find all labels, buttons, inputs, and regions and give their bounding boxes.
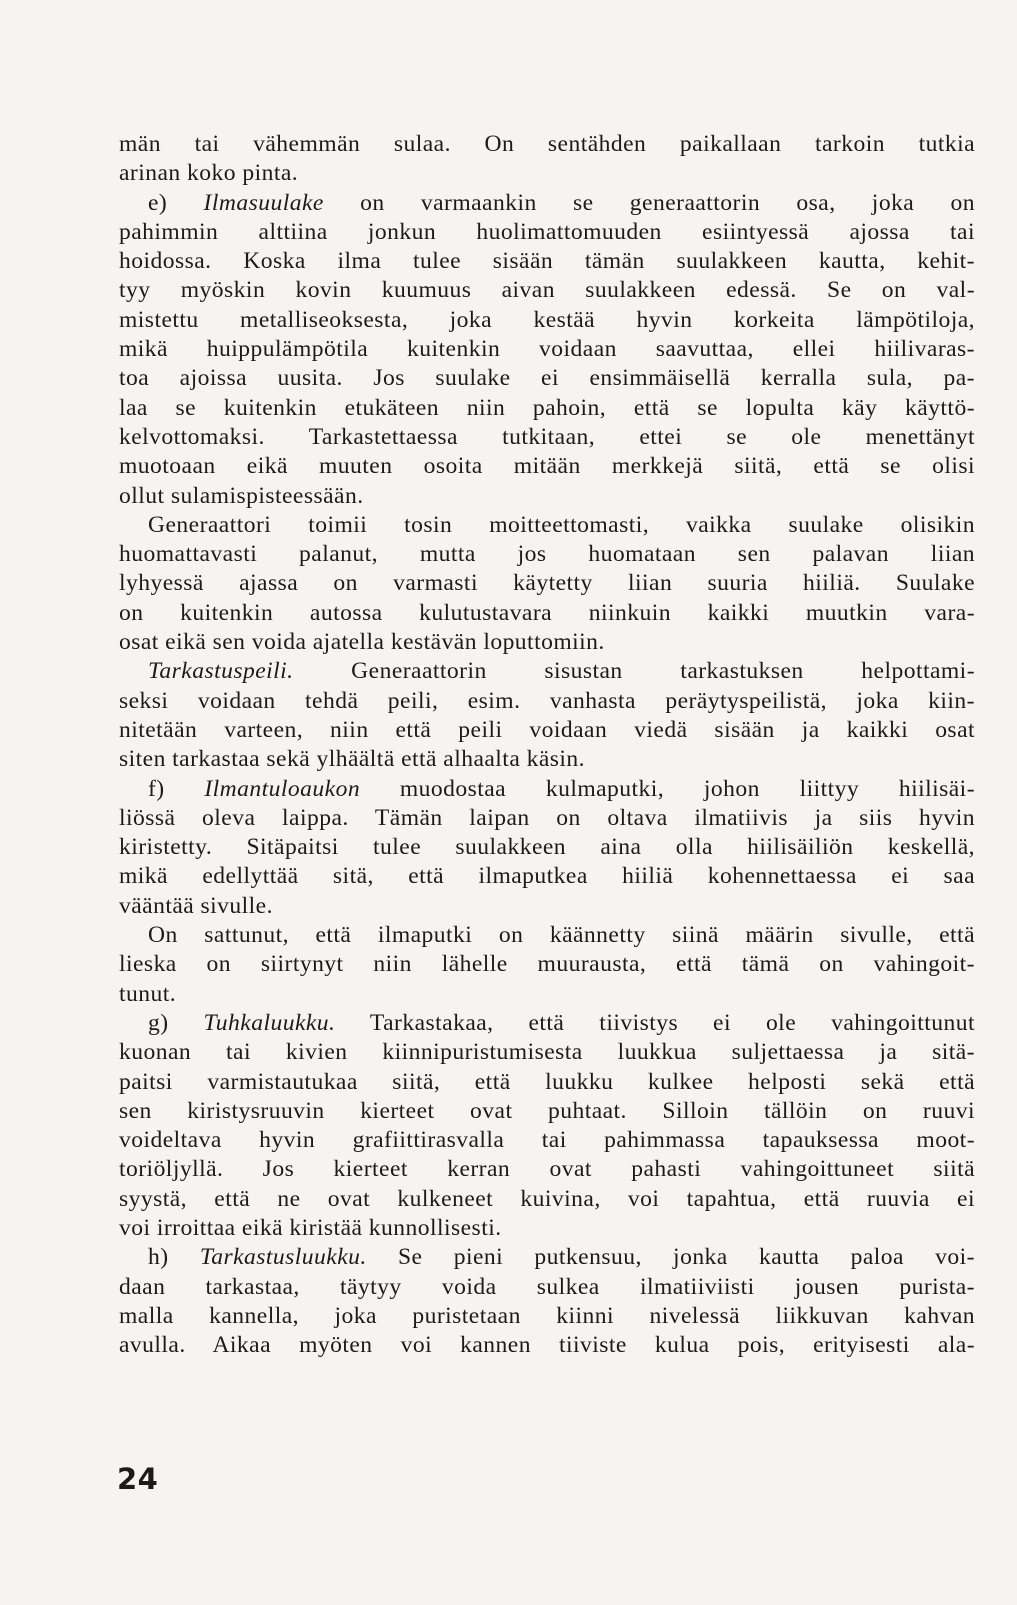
text-line-8: mikä huippulämpötila kuitenkin voidaan saavuttaa, ellei hiilivaras- (119, 336, 975, 363)
text-line-31: g) Tuhkaluukku. Tarkastakaa, että tiivistys ei ole vahingoittunut (148, 1009, 975, 1036)
text-line-13: ollut sulamispisteessään. (119, 482, 364, 509)
text-line-25: kiristetty. Sitäpaitsi tulee suulakkeen aina olla hiilisäiliön keskellä, (119, 834, 975, 861)
text-line-33: paitsi varmistautukaa siitä, että luukku kulkee helposti sekä että (119, 1068, 975, 1095)
text-line-27: vääntää sivulle. (119, 892, 273, 919)
text-line-3: e) Ilmasuulake on varmaankin se generaattorin osa, joka on (148, 189, 975, 216)
text-line-39: h) Tarkastusluukku. Se pieni putkensuu, jonka kautta paloa voi- (148, 1244, 975, 1271)
text-line-34: sen kiristysruuvin kierteet ovat puhtaat. Silloin tällöin on ruuvi (119, 1097, 975, 1124)
text-line-20: seksi voidaan tehdä peili, esim. vanhasta peräytyspeilistä, joka kiin- (119, 687, 975, 714)
text-line-18: osat eikä sen voida ajatella kestävän loputtomiin. (119, 629, 605, 656)
text-line-38: voi irroittaa eikä kiristää kunnollisesti. (119, 1214, 502, 1241)
heading-tarkastuspeili: Tarkastuspeili. (148, 658, 294, 685)
text-line-9: toa ajoissa uusita. Jos suulake ei ensimmäisellä kerralla sula, pa- (119, 365, 975, 392)
text-line-21: nitetään varteen, niin että peili voidaan viedä sisään ja kaikki osat (119, 716, 975, 743)
text-line-15: huomattavasti palanut, mutta jos huomataan sen palavan liian (119, 541, 975, 568)
text-line-4: pahimmin alttiina jonkun huolimattomuuden esiintyessä ajossa tai (119, 218, 975, 245)
text-line-17: on kuitenkin autossa kulutustavara niinkuin kaikki muutkin vara- (119, 599, 975, 626)
text-line-1: män tai vähemmän sulaa. On sentähden paikallaan tarkoin tutkia (119, 131, 975, 157)
text-line-6: tyy myöskin kovin kuumuus aivan suulakkeen edessä. Se on val- (119, 277, 975, 304)
text-line-32: kuonan tai kivien kiinnipuristumisesta luukkua suljettaessa ja sitä- (119, 1039, 975, 1066)
body-text (119, 130, 975, 1360)
text-line-42: avulla. Aikaa myöten voi kannen tiiviste kulua pois, erityisesti ala- (119, 1332, 975, 1359)
text-line-24: liössä oleva laippa. Tämän laipan on oltava ilmatiivis ja siis hyvin (119, 804, 975, 831)
text-line-35: voideltava hyvin grafiittirasvalla tai pahimmassa tapauksessa moot- (119, 1127, 975, 1154)
text-line-23: f) Ilmantuloaukon muodostaa kulmaputki, johon liittyy hiilisäi- (148, 775, 975, 802)
text-line-36: toriöljyllä. Jos kierteet kerran ovat pahasti vahingoittuneet siitä (119, 1156, 975, 1183)
heading-ilmantuloaukon: Ilmantuloaukon (204, 775, 361, 802)
text-line-40: daan tarkastaa, täytyy voida sulkea ilmatiiviisti jousen purista- (119, 1273, 975, 1300)
heading-tarkastusluukku: Tarkastusluukku. (199, 1244, 367, 1271)
text-line-29: lieska on siirtynyt niin lähelle muurausta, että tämä on vahingoit- (119, 951, 975, 978)
heading-ilmasuulake: Ilmasuulake (203, 189, 324, 216)
text-line-19: Tarkastuspeili. Generaattorin sisustan tarkastuksen helpottami- (148, 658, 975, 685)
text-line-37: syystä, että ne ovat kulkeneet kuivina, voi tapahtua, että ruuvia ei (119, 1185, 975, 1212)
text-line-10: laa se kuitenkin etukäteen niin pahoin, että se lopulta käy käyttö- (119, 394, 975, 421)
text-line-11: kelvottomaksi. Tarkastettaessa tutkitaan, ettei se ole menettänyt (119, 423, 975, 450)
text-line-5: hoidossa. Koska ilma tulee sisään tämän suulakkeen kautta, kehit- (119, 248, 975, 275)
text-line-16: lyhyessä ajassa on varmasti käytetty liian suuria hiiliä. Suulake (119, 570, 975, 597)
heading-tuhkaluukku: Tuhkaluukku. (203, 1009, 336, 1036)
text-line-22: siten tarkastaa sekä ylhäältä että alhaalta käsin. (119, 746, 585, 773)
text-line-28: On sattunut, että ilmaputki on käännetty siinä määrin sivulle, että (148, 922, 975, 949)
text-line-12: muotoaan eikä muuten osoita mitään merkkejä siitä, että se olisi (119, 453, 975, 480)
text-line-14: Generaattori toimii tosin moitteettomasti, vaikka suulake olisikin (148, 511, 975, 538)
text-line-26: mikä edellyttää sitä, että ilmaputkea hiiliä kohennettaessa ei saa (119, 863, 975, 890)
text-line-7: mistettu metalliseoksesta, joka kestää hyvin korkeita lämpötiloja, (119, 306, 975, 333)
text-line-30: tunut. (119, 980, 177, 1007)
text-line-2: arinan koko pinta. (119, 160, 299, 187)
text-line-41: malla kannella, joka puristetaan kiinni nivelessä liikkuvan kahvan (119, 1302, 975, 1329)
page-number: 24 (117, 1462, 159, 1496)
